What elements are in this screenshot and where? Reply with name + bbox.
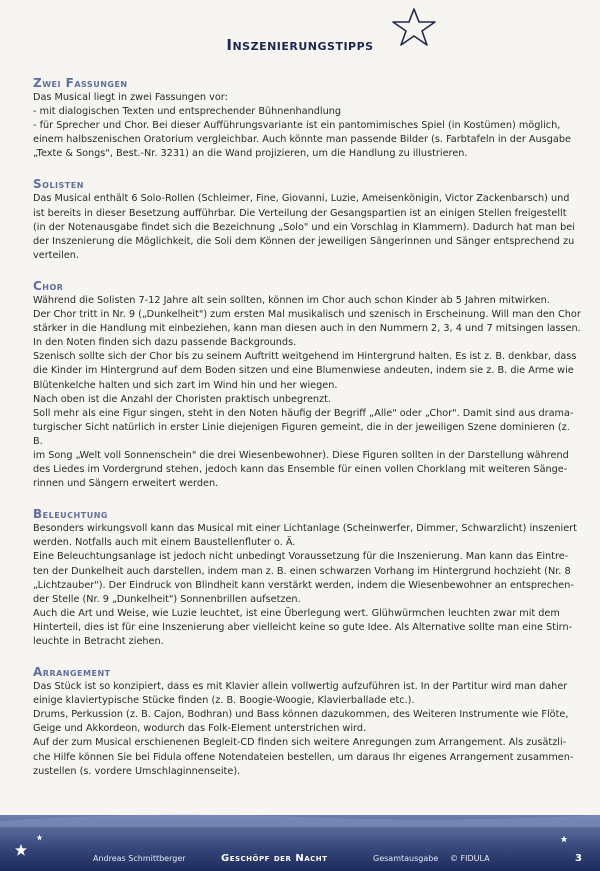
text-line: Hinterteil, dies ist für eine Inszenierung aber vielleicht keine so gute Idee. Als Alternative sollte man eine Stirn- <box>33 621 573 633</box>
section-chor <box>33 279 581 491</box>
text-line: einige klaviertypische Stücke finden (z. B. Boogie-Woogie, Klavierballade etc.). <box>33 695 415 707</box>
star-icon <box>560 835 568 843</box>
text-line: die Kinder im Hintergrund auf dem Boden sitzen und eine Blumenwiese andeuten, indem sie z. B. die Arme wie <box>33 365 574 377</box>
footer-band <box>0 815 600 871</box>
text-line: In den Noten finden sich dazu passende Backgrounds. <box>33 337 297 349</box>
text-line: Szenisch sollte sich der Chor bis zu seinem Auftritt weitgehend im Hintergrund halten. Es ist z. B. denkbar, dass <box>33 351 577 363</box>
text-line: - mit dialogischen Texten und entsprechender Bühnenhandlung <box>33 106 342 118</box>
text-line: ist bereits in dieser Besetzung aufführbar. Die Verteilung der Gesangspartien ist an einigen Stellen freigestellt <box>33 207 567 219</box>
footer-publisher: © FIDULA <box>450 854 490 863</box>
star-icon <box>36 834 43 841</box>
page-number: 3 <box>575 853 582 864</box>
text-line: stärker in die Handlung mit einbeziehen, kann man diesen auch in den Nummern 2, 3, 4 und 7 mitsingen lassen. <box>33 323 581 335</box>
text-line: Das Stück ist so konzipiert, dass es mit Klavier allein vollwertig aufzuführen ist. In der Partitur wird man daher <box>33 681 568 693</box>
footer-work-title: Geschöpf der Nacht <box>221 853 328 864</box>
text-line: Soll mehr als eine Figur singen, steht in den Noten häufig der Begriff „Alle" oder „Chor". Damit sind aus drama- <box>33 407 574 419</box>
section-heading: Arrangement <box>33 665 111 680</box>
text-line: werden. Notfalls auch mit einem Baustellenfluter o. Ä. <box>33 537 296 549</box>
text-line: Geige und Akkordeon, wodurch das Folk-Element unterstrichen wird. <box>33 723 367 735</box>
text-line: Auf der zum Musical erschienenen Begleit-CD finden sich weitere Anregungen zum Arrangement. Als zusätzli- <box>33 737 567 749</box>
paragraph <box>33 91 581 161</box>
text-line: im Song „Welt voll Sonnenschein" die drei Wiesenbewohner). Diese Figuren sollten in der Darstellung während <box>33 449 569 461</box>
text-line: Während die Solisten 7-12 Jahre alt sein sollten, können im Chor auch schon Kinder ab 5 Jahren mitwirken. <box>33 294 550 306</box>
text-line: Das Musical enthält 6 Solo-Rollen (Schleimer, Fine, Giovanni, Luzie, Ameisenkönigin, Victor Zackenbarsch) und <box>33 193 570 205</box>
text-line: zustellen (s. vordere Umschlaginnenseite). <box>33 765 241 777</box>
text-line: des Liedes im Vordergrund stehen, jedoch kann das Ensemble für einen vollen Chorklang mit weiteren Sänge- <box>33 464 568 476</box>
text-line: (in der Notenausgabe findet sich die Bezeichnung „Solo" und ein Vorschlag in Klammern). Dadurch hat man bei <box>33 221 575 233</box>
footer-wave <box>0 811 600 827</box>
text-line: verteilen. <box>33 249 79 261</box>
footer-author: Andreas Schmittberger <box>93 854 186 863</box>
text-line: turgischer Sicht natürlich in erster Linie diejenigen Figuren gemeint, die in der jeweiligen Szene dominieren (z. B. <box>33 421 570 447</box>
paragraph <box>33 294 581 491</box>
section-zwei-fassungen <box>33 76 581 161</box>
text-line: Blütenkelche halten und sich zart im Wind hin und her wiegen. <box>33 379 338 391</box>
page-title: Inszenierungstipps <box>226 36 374 54</box>
star-icon <box>392 6 438 48</box>
text-line: Das Musical liegt in zwei Fassungen vor: <box>33 92 228 103</box>
text-line: der Inszenierung die Möglichkeit, die Soli dem Können der jeweiligen Sängerinnen und Sänger entsprechend zu <box>33 235 575 247</box>
text-line: Drums, Perkussion (z. B. Cajon, Bodhran) und Bass können dazukommen, des Weiteren Instrumente wie Flöte, <box>33 709 569 721</box>
text-line: der Stelle (Nr. 9 „Dunkelheit") Sonnenbrillen aufsetzen. <box>33 593 301 605</box>
text-line: Nach oben ist die Anzahl der Choristen praktisch unbegrenzt. <box>33 393 332 405</box>
text-line: leuchte in Betracht ziehen. <box>33 636 164 647</box>
text-line: Der Chor tritt in Nr. 9 („Dunkelheit") zum ersten Mal musikalisch und szenisch in Erscheinung. Will man den Chor <box>33 309 581 321</box>
text-line: rinnen und Sängern erweitert werden. <box>33 478 219 490</box>
section-heading: Beleuchtung <box>33 507 108 522</box>
section-beleuchtung <box>33 507 581 649</box>
footer-edition: Gesamtausgabe <box>373 854 439 863</box>
section-solisten <box>33 177 581 262</box>
paragraph <box>33 522 581 649</box>
text-line: „Texte & Songs", Best.-Nr. 3231) an die Wand projizieren, um die Handlung zu illustrieren. <box>33 148 468 160</box>
text-line: Auch die Art und Weise, wie Luzie leuchtet, ist eine Überlegung wert. Glühwürmchen leuchten zwar mit dem <box>33 607 560 619</box>
section-heading: Zwei Fassungen <box>33 76 128 90</box>
section-arrangement <box>33 665 581 779</box>
text-line: - für Sprecher und Chor. Bei dieser Aufführungsvariante ist ein pantomimisches Spiel (in Kostümen) möglich, <box>33 120 561 132</box>
text-line: einem halbszenischen Oratorium vergleichbar. Auch könnte man passende Bilder (s. Farbtafeln in der Ausgabe <box>33 134 571 146</box>
star-icon <box>14 843 28 857</box>
text-line: ten der Dunkelheit auch darstellen, indem man z. B. einen schwarzen Vorhang im Hintergrund hochzieht (Nr. 8 <box>33 565 571 577</box>
section-heading: Solisten <box>33 177 84 192</box>
text-line: Eine Beleuchtungsanlage ist jedoch nicht unbedingt Voraussetzung für die Inszenierung. Man kann das Eintre- <box>33 551 569 563</box>
text-line: che Hilfe können Sie bei Fidula offene Notendateien bestellen, um daraus Ihr eigenes Arrangement zusammen- <box>33 751 574 763</box>
main-content <box>33 76 581 795</box>
section-heading: Chor <box>33 278 64 293</box>
text-line: „Lichtzauber"). Der Eindruck von Blindheit kann verstärkt werden, indem die Wiesenbewohner an entsprechen- <box>33 579 574 591</box>
text-line: Besonders wirkungsvoll kann das Musical mit einer Lichtanlage (Scheinwerfer, Dimmer, Schwarzlicht) inszeniert <box>33 523 577 535</box>
paragraph <box>33 192 581 262</box>
paragraph <box>33 680 581 779</box>
